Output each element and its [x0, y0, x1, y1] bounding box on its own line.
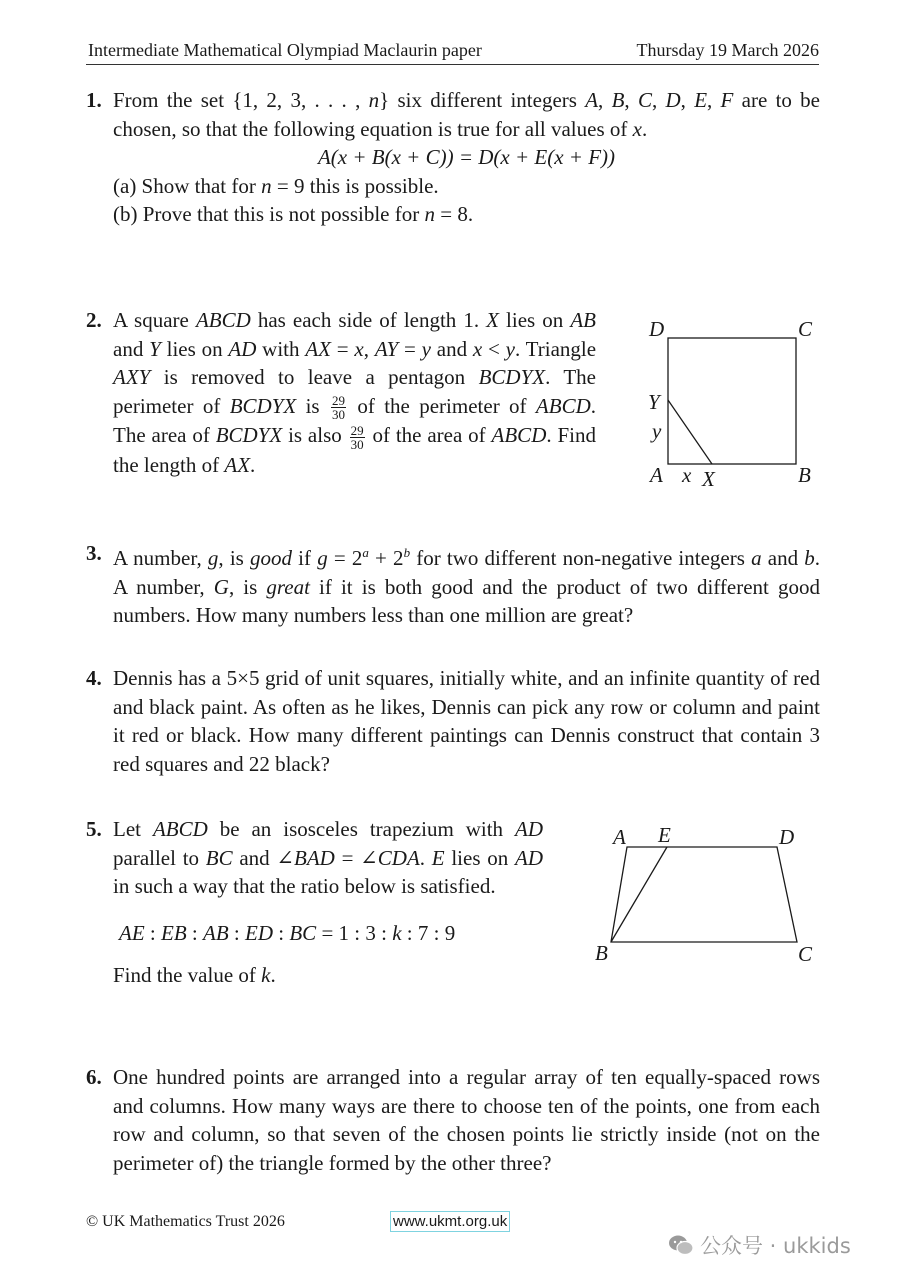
header-divider: [86, 64, 819, 65]
problem-1-number: 1.: [86, 88, 102, 112]
label-d: D: [779, 825, 795, 849]
label-y-point: Y: [648, 390, 660, 414]
problem-6-body: One hundred points are arranged into a regular array of ten equally-spaced rows and columns. How many ways are there to choose ten of the points, one from each row and column, so that seven of the chosen points lie strictly inside (not on the perimeter of) the triangle formed by the other three?: [113, 1065, 820, 1175]
wechat-icon: [668, 1234, 694, 1256]
problem-5-body: Let ABCD be an isosceles trapezium with AD parallel to BC and ∠BAD = ∠CDA. E lies on AD in such a way that the ratio below is satisfied. AE : EB : AB : ED : BC = 1 : 3 : k : 7 : 9 Find the value of k.: [113, 817, 544, 987]
label-x-point: X: [702, 467, 715, 491]
watermark: [668, 1230, 851, 1260]
problem-4-number: 4.: [86, 666, 102, 690]
problem-2-body: A square ABCD has each side of length 1. X lies on AB and Y lies on AD with AX = x, AY = y and x < y. Triangle AXY is removed to leave a pentagon BCDYX. The perimeter of BCDYX is $\frac{29}{30}$ of the perimeter of ABCD. The area of BCDYX is also $\frac{29}{30}$ of the area of ABCD. Find the length of AX.: [113, 308, 597, 477]
problem-1-body: From the set {1, 2, 3, . . . , n} six different integers A, B, C, D, E, F are to be chosen, so that the following equation is true for all values of x. A(x + B(x + C)) = D(x + E(x + F)) (a) Show that for n = 9 this is possible. (b) Prove that this is not possible for n = 8.: [113, 88, 821, 226]
problem-6-number: 6.: [86, 1065, 102, 1089]
label-c: C: [798, 942, 813, 966]
header-title: Intermediate Mathematical Olympiad Maclaurin paper: [88, 40, 482, 60]
label-y-length: y: [652, 419, 662, 443]
problem-2-number: 2.: [86, 308, 102, 332]
label-x-length: x: [682, 463, 692, 487]
label-b: B: [798, 463, 811, 487]
label-a: A: [613, 825, 626, 849]
footer-url-link[interactable]: www.ukmt.org.uk: [390, 1211, 510, 1232]
label-c: C: [798, 317, 813, 341]
label-a: A: [650, 463, 663, 487]
segment-xy: [668, 400, 712, 464]
trapezium-figure: [585, 820, 825, 970]
label-d: D: [649, 317, 665, 341]
watermark-text: 公众号 · ukkids: [700, 1234, 851, 1258]
problem-5-ratio: AE : EB : AB : ED : BC = 1 : 3 : k : 7 : 9: [119, 920, 456, 945]
header-date: Thursday 19 March 2026: [636, 40, 819, 60]
problem-1-equation: A(x + B(x + C)) = D(x + E(x + F)): [317, 145, 616, 169]
problem-5-number: 5.: [86, 817, 102, 841]
label-e: E: [658, 823, 671, 847]
square-abcd: [668, 338, 796, 464]
footer-copyright: © UK Mathematics Trust 2026: [86, 1213, 285, 1230]
square-figure: [640, 310, 820, 495]
label-b: B: [595, 941, 608, 965]
problem-3-body: A number, g, is good if $g = 2^a + 2^b$ for two different non-negative integers a and b. A number, G, is great if it is both good and the product of two different good numbers. How many numbers less than one million are great?: [113, 545, 821, 627]
problem-3-number: 3.: [86, 541, 102, 565]
problem-4-body: Dennis has a 5×5 grid of unit squares, initially white, and an infinite quantity of red and black paint. As often as he likes, Dennis can pick any row or column and paint it red or black. How many different paintings can Dennis construct that contain 3 red squares and 22 black?: [113, 666, 820, 776]
